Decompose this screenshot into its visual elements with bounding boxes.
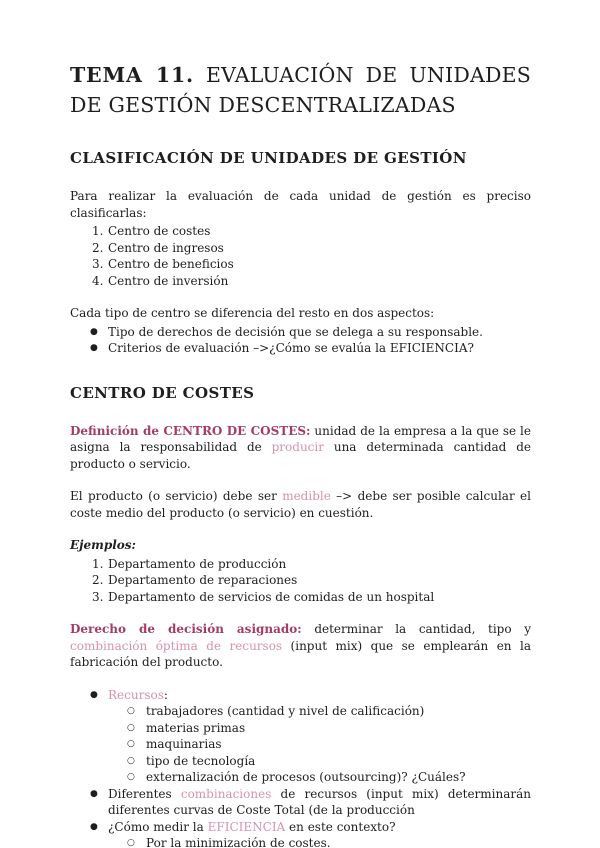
paragraph-clasificacion-intro: Para realizar la evaluación de cada unidad de gestión es preciso clasificarlas: [70,189,531,220]
list-item [70,273,531,290]
bullet-icon: ● [90,689,98,700]
highlight-medible: medible [282,489,331,503]
bullet-icon: ● [90,326,98,337]
paragraph-definicion [70,423,531,473]
list-number: 2. [92,573,104,587]
sublist-item-label: trabajadores (cantidad y nivel de calificación) [146,704,425,718]
sublist-item-label: materias primas [146,720,246,735]
highlight-combinaciones: combinaciones [180,786,272,801]
circle-bullet-icon: ○ [127,838,135,848]
list-item-label: Departamento de producción [108,556,287,571]
bullet-icon: ● [90,343,98,353]
list-number: 1. [92,224,104,238]
list-item-label: Centro de inversión [108,273,229,288]
sublist-item [70,703,531,720]
definicion-text: una determinada cantidad de producto o servicio. [70,440,532,471]
bullet-icon: ● [90,821,98,832]
sublist-recursos [70,703,531,786]
eficiencia-text: ¿Cómo medir la [108,819,208,834]
list-item-label: Tipo de derechos de decisión que se delega a su responsable. [108,324,483,339]
eficiencia-text: en este contexto? [285,819,396,834]
document-title [70,60,531,120]
list-item-label: Centro de beneficios [108,257,234,271]
sublist-item-label: tipo de tecnología [146,753,256,768]
highlight-combinacion-optima: combinación óptima de recursos [70,638,283,653]
bullet-list-aspectos [70,324,531,357]
ordered-list-ejemplos [70,556,531,606]
circle-bullet-icon: ○ [127,706,135,716]
list-item [70,589,531,606]
list-number: 4. [92,273,104,288]
medible-text: –> debe ser posible calcular el coste medio del producto (o servicio) en cuestión. [70,489,531,520]
highlight-eficiencia: EFICIENCIA [207,819,286,834]
list-item [70,340,531,357]
list-item [70,256,531,273]
circle-bullet-icon: ○ [127,772,135,782]
derecho-label: Derecho de decisión asignado: [70,622,302,636]
sublist-item-label: maquinarias [146,737,222,751]
definicion-text: unidad de la empresa a la que se le asigna la responsabilidad de [70,423,532,454]
bullet-icon: ● [90,788,98,799]
list-item-recursos [70,687,531,704]
sublist-item [70,769,531,786]
medible-text: El producto (o servicio) debe ser [70,489,283,503]
circle-bullet-icon: ○ [127,722,135,733]
ordered-list-centros [70,223,531,289]
sublist-item [70,753,531,770]
list-number: 1. [92,556,104,571]
sublist-item [70,736,531,753]
paragraph-derecho [70,621,531,671]
circle-bullet-icon: ○ [127,739,135,749]
derecho-text: determinar la cantidad, tipo y [301,622,531,636]
sublist-item [70,720,531,737]
derecho-text: (input mix) que se emplearán en la fabricación del producto. [70,638,531,669]
section-heading-centro-costes: CENTRO DE COSTES [70,383,255,402]
definicion-label: Definición de CENTRO DE COSTES: [70,423,311,438]
list-item-eficiencia [70,819,531,836]
bullet-list-recursos [70,687,531,848]
document-title-text: EVALUACIÓN DE UNIDADES DE GESTIÓN DESCENTRALIZADAS [70,63,531,117]
recursos-colon: : [163,687,168,702]
highlight-recursos: Recursos [108,687,164,702]
list-item [70,240,531,257]
list-item-label: Criterios de evaluación –>¿Cómo se evalúa la EFICIENCIA? [108,341,474,355]
list-item [70,324,531,341]
list-item-label: Departamento de reparaciones [108,573,298,587]
combinaciones-text: de recursos (input mix) determinarán diferentes curvas de Coste Total (de la producción [108,786,532,817]
sublist-eficiencia [70,835,531,848]
list-item-label: Departamento de servicios de comidas de un hospital [108,589,435,604]
list-item [70,572,531,589]
paragraph-medible [70,488,531,521]
section-heading-clasificacion: CLASIFICACIÓN DE UNIDADES DE GESTIÓN [70,149,467,167]
list-item [70,556,531,573]
list-item-combinaciones [70,786,531,819]
list-item-label: Centro de ingresos [108,240,224,255]
list-item-label: Centro de costes [108,224,211,238]
circle-bullet-icon: ○ [127,755,135,766]
combinaciones-text: Diferentes [108,786,181,801]
list-number: 3. [92,257,104,271]
list-number: 2. [92,240,104,255]
highlight-producir: producir [271,440,324,454]
paragraph-aspectos-intro: Cada tipo de centro se diferencia del resto en dos aspectos: [70,306,435,320]
sublist-item-label: Por la minimización de costes. [146,836,331,848]
document-title-number: TEMA 11. [70,63,194,87]
sublist-item-label: externalización de procesos (outsourcing)? ¿Cuáles? [146,770,466,784]
list-item [70,223,531,240]
list-number: 3. [92,589,104,604]
ejemplos-label: Ejemplos: [70,538,136,552]
sublist-item [70,835,531,848]
